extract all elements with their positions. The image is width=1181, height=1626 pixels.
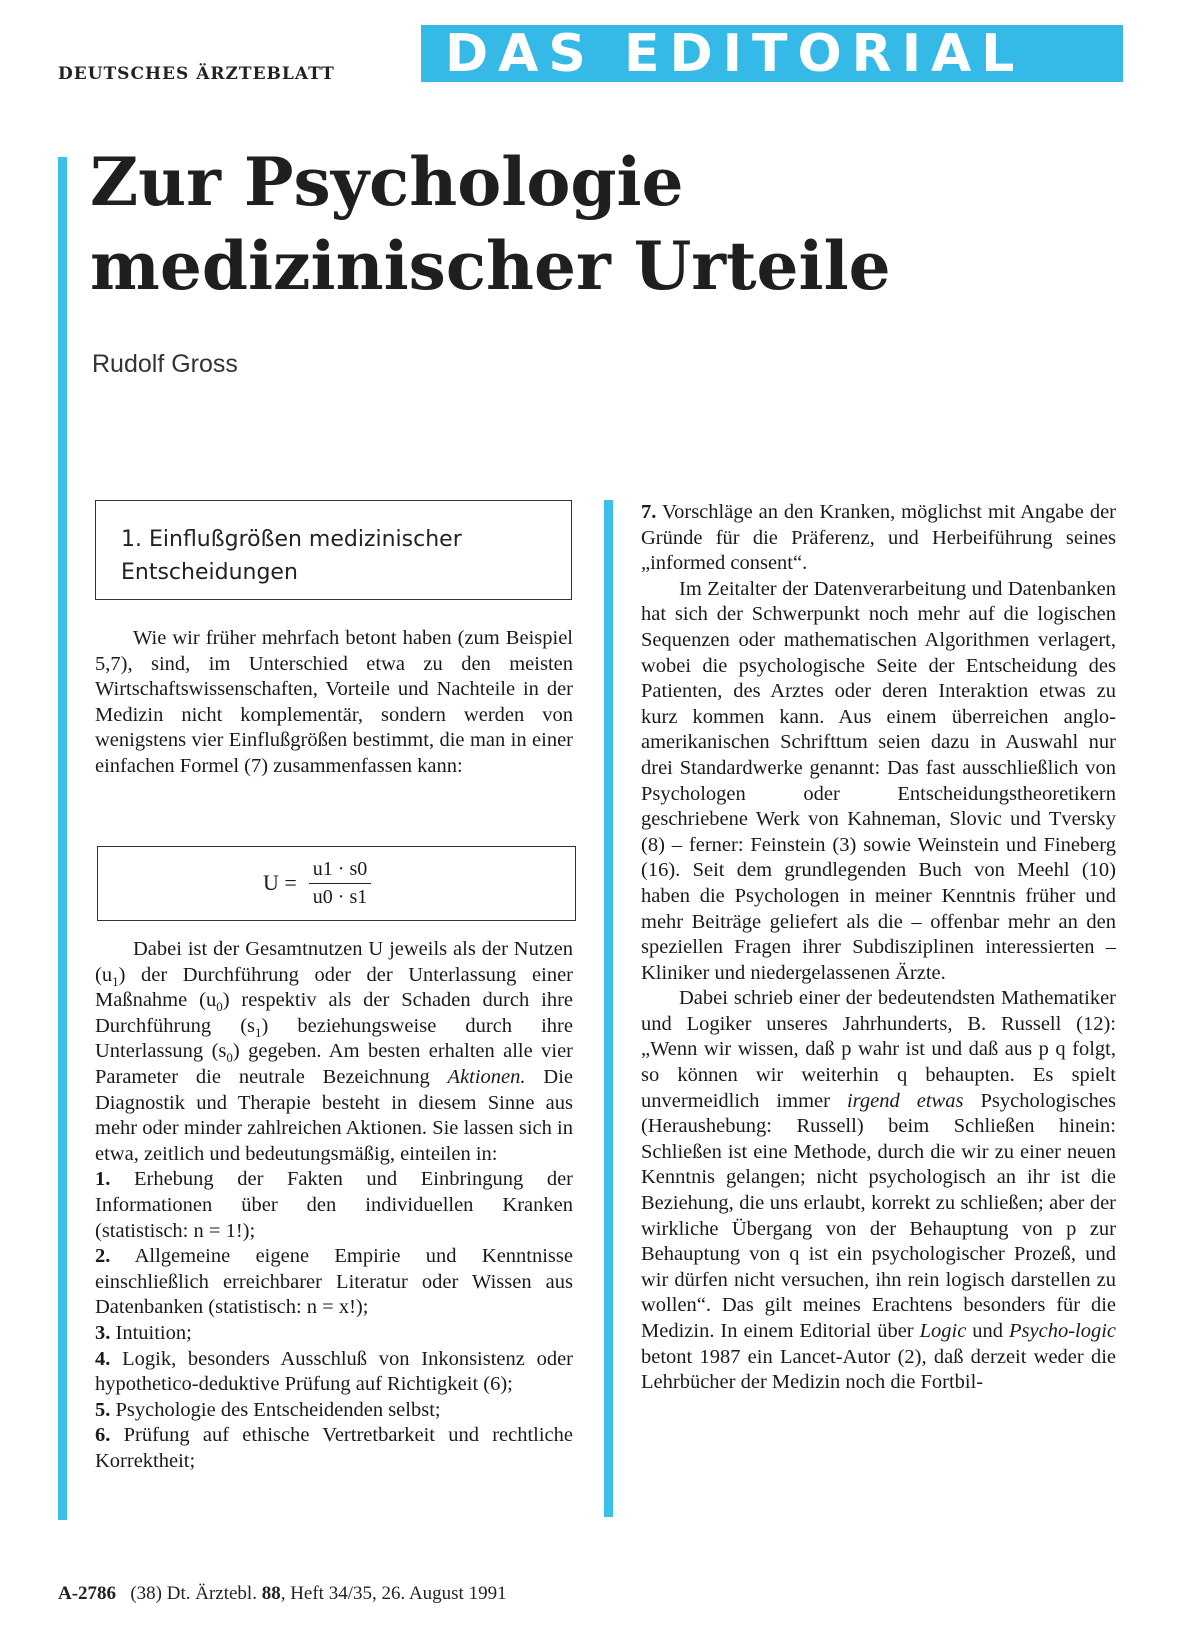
page-footer: A-2786 (38) Dt. Ärztebl. 88, Heft 34/35, 26. August 1991 [58, 1583, 507, 1604]
formula-numerator: u1 · s0 [309, 858, 371, 884]
volume-number: 88 [261, 1583, 281, 1604]
accent-bar-left [58, 157, 67, 1520]
intro-paragraph: Wie wir früher mehrfach betont haben (zum Beispiel 5,7), sind, im Unterschied etwa zu den meisten Wirtschaftswissenschaften, Vorteile und Nachteile in der Medizin nicht komplementär, sondern werden von wenigstens vier Einflußgrößen bestimmt, die man in einer einfachen Formel (7) zusammenfassen kann: [95, 627, 573, 777]
section-heading-line-2: Entscheidungen [121, 560, 298, 585]
emphasis-aktionen: Aktionen. [447, 1065, 526, 1088]
list-item: 7. Vorschläge an den Kranken, möglichst mit Angabe der Gründe für die Präferenz, und Herbeiführung seines „informed consent“. [641, 501, 1116, 575]
accent-bar-middle [604, 500, 613, 1517]
section-heading [121, 523, 462, 589]
body-paragraph-2: Dabei ist der Gesamtnutzen U jeweils als der Nutzen $(u_1)$ der Durchführung oder der Unterlassung einer Maßnahme $(u_0)$ respektiv als der Schaden durch ihre Durchführung $(s_1)$ beziehungsweise durch ihre Unterlassung $(s_0)$ gegeben. Am besten erhalten alle vier Parameter die neutrale Bezeichnung Aktionen. Die Diagnostik und Therapie besteht in diesem Sinne aus mehr oder minder zahlreichen Aktionen. Sie lassen sich in etwa, zeitlich und bedeutungsmäßig, einteilen in: [95, 938, 574, 1165]
body-paragraph-4: Dabei schrieb einer der bedeutendsten Mathematiker und Logiker unseres Jahrhunderts, B. Russell (12): „Wenn wir wissen, daß p wahr ist und daß aus p q folgt, so können wir weiterhin q behaupten. Es spielt unvermeidlich immer irgend etwas Psychologisches (Heraushebung: Russell) beim Schließen hinein: Schließen ist eine Methode, durch die wir zu einer neuen Kenntnis gelangen; nicht psychologisch an ihr ist die Beziehung, die uns erlaubt, korrekt zu schließen; aber der wirkliche Übergang von der Behauptung von p zur Behauptung von q ist ein psychologischer Prozeß, und wir dürfen nicht versuchen, ihn rein logisch darstellen zu wollen“. Das gilt meines Erachtens besonders für die Medizin. In einem Editorial über Logic und Psycho-logic betont 1987 ein Lancet-Autor (2), daß derzeit weder die Lehrbücher der Medizin noch die Fortbil- [641, 987, 1117, 1394]
formula-lhs: U = [263, 870, 297, 895]
article-title [90, 140, 891, 308]
page-number: A-2786 [58, 1583, 117, 1604]
list-item: 1. Erhebung der Fakten und Einbringung der Informationen über den individuellen Kranken (statistisch: n = 1!); [95, 1168, 573, 1242]
list-item: 4. Logik, besonders Ausschluß von Inkonsistenz oder hypothetico-deduktive Prüfung auf Richtigkeit (6); [95, 1347, 574, 1396]
editorial-banner-label: DAS EDITORIAL [445, 24, 1025, 84]
title-line-1: Zur Psychologie [90, 143, 684, 221]
section-heading-box [95, 500, 572, 600]
list-item: 3. Intuition; [95, 1321, 192, 1344]
utility-formula [263, 853, 371, 913]
left-column-body [95, 937, 573, 1474]
section-heading-line-1: 1. Einflußgrößen medizinischer [121, 527, 462, 552]
author-name: Rudolf Gross [92, 350, 238, 378]
intro-column [95, 626, 573, 780]
body-paragraph-3: Im Zeitalter der Datenverarbeitung und Datenbanken hat sich der Schwerpunkt noch mehr auf die logischen Sequenzen oder mathematischen Algorithmen verlagert, wobei die psychologische Seite der Entscheidung des Patienten, des Arztes oder deren Interaktion etwas zu kurz kommen kann. Aus einem überreichen anglo-amerikanischen Schrifttum seien dazu in Auswahl nur drei Standardwerke genannt: Das fast ausschließlich von Psychologen oder Entscheidungstheoretikern geschriebene Werk von Kahneman, Slovic und Tversky (8) – ferner: Feinstein (3) sowie Weinstein und Fineberg (16). Seit dem grundlegenden Buch von Meehl (10) haben die Psychologen in meiner Kenntnis früher und mehr Beiträge geliefert als die – offenbar mehr an den speziellen Fragen ihrer Subdisziplinen interessierten – Kliniker und niedergelassenen Ärzte. [641, 577, 1116, 984]
journal-name: DEUTSCHES ÄRZTEBLATT [58, 64, 335, 84]
list-item: 2. Allgemeine eigene Empirie und Kenntnisse einschließlich erreichbarer Literatur oder Wissen aus Datenbanken (statistisch: n = x!); [95, 1245, 573, 1319]
editorial-banner [421, 25, 1123, 82]
formula-box [97, 846, 576, 921]
list-item: 5. Psychologie des Entscheidenden selbst; [95, 1398, 441, 1421]
formula-fraction [309, 858, 371, 909]
title-line-2: medizinischer Urteile [90, 227, 891, 305]
right-column-body [641, 500, 1116, 1396]
list-item: 6. Prüfung auf ethische Vertretbarkeit und rechtliche Korrektheit; [95, 1424, 574, 1472]
formula-denominator: u0 · s1 [312, 885, 368, 908]
